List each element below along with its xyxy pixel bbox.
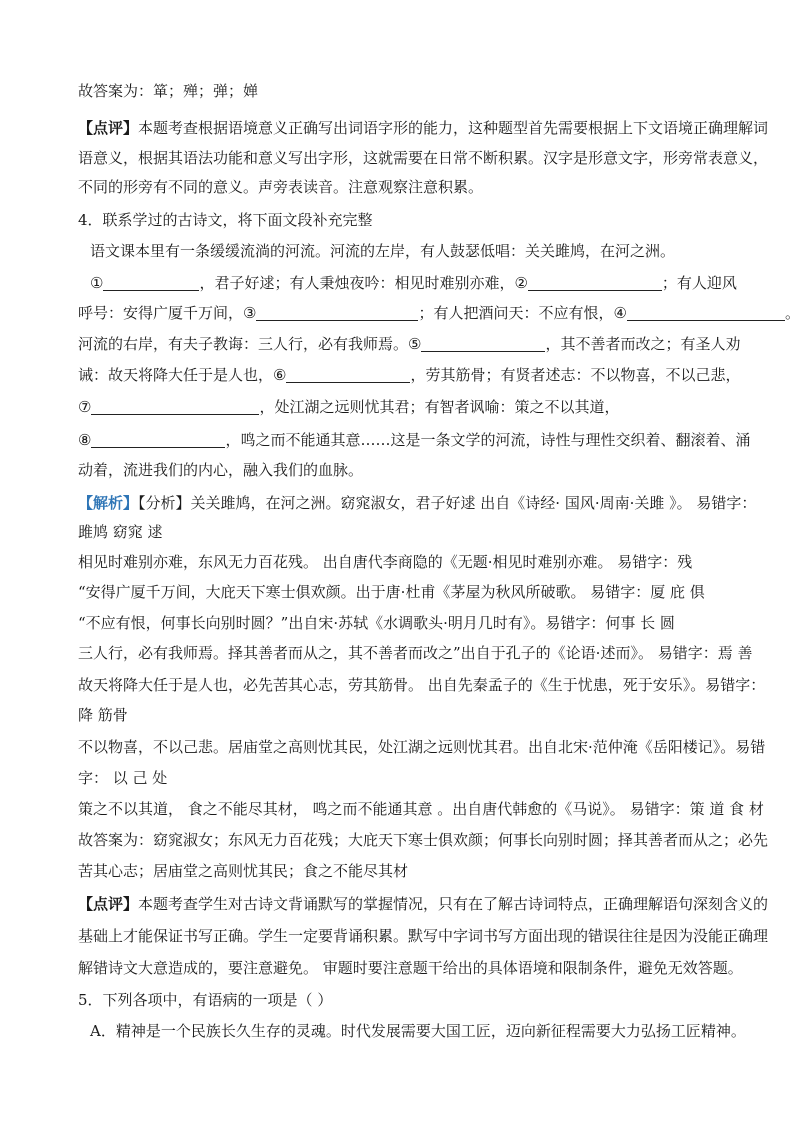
analysis-line-5: “不应有恨，何事长向别时圆？”出自宋·苏轼《水调歌头·明月几时有》。易错字：何事 长 圆 <box>78 614 675 632</box>
comment-q3-line3: 不同的形旁有不同的意义。声旁表读音。注意观察注意积累。 <box>78 178 484 196</box>
question-4-title: 4．联系学过的古诗文，将下面文段补充完整 <box>78 211 373 229</box>
analysis-line-8: 降 筋骨 <box>78 706 128 724</box>
blank-3[interactable] <box>256 304 418 321</box>
comment-q3-line2: 语意义，根据其语法功能和意义写出字形，这就需要在日常不断积累。汉字是形意文字，形旁常表意义， <box>78 149 769 167</box>
comment-q4-line1: 【点评】本题考查学生对古诗文背诵默写的掌握情况，只有在了解古诗词特点，正确理解语句深刻含义的 <box>78 895 769 913</box>
passage-line-4: 河流的右岸，有夫子教诲：三人行，必有我师焉。⑤ ，其不善者而改之；有圣人劝 <box>78 335 741 353</box>
blank-number-8: ⑧ <box>78 431 92 449</box>
passage-line-2: ① ，君子好逑；有人秉烛夜吟：相见时难别亦难，② ；有人迎风 <box>90 274 737 292</box>
blank-8[interactable] <box>91 431 225 448</box>
passage-line-3: 呼号：安得广厦千万间，③ ；有人把酒问天：不应有恨，④ 。 <box>78 304 800 322</box>
answer-line-q3: 故答案为：箪；殚；弹；婵 <box>78 82 259 100</box>
passage-line-8: 动着，流进我们的内心，融入我们的血脉。 <box>78 461 364 479</box>
blank-2[interactable] <box>528 274 662 291</box>
analysis-line-2: 雎鸠 窈窕 逑 <box>78 523 163 541</box>
blank-5[interactable] <box>421 335 545 352</box>
passage-line-6: ⑦ ，处江湖之远则忧其君；有智者讽喻：策之不以其道， <box>78 398 620 416</box>
analysis-line-4: “安得广厦千万间，大庇天下寒士俱欢颜。出于唐·杜甫《茅屋为秋风所破歌。 易错字：厦 庇 俱 <box>78 583 705 601</box>
passage-line-7: ⑧ ，鸣之而不能通其意……这是一条文学的河流，诗性与理性交织着、翻滚着、涌 <box>78 431 751 449</box>
blank-number-4: ④ <box>613 304 627 322</box>
question-5-title: 5．下列各项中，有语病的一项是（ ） <box>78 991 333 1009</box>
blank-number-6: ⑥ <box>273 366 287 384</box>
blank-4[interactable] <box>627 304 785 321</box>
comment-q3-line1: 【点评】本题考查根据语境意义正确写出词语字形的能力，这种题型首先需要根据上下文语境正确理解词 <box>78 119 769 137</box>
analysis-line-10: 字： 以 己 处 <box>78 769 168 787</box>
analysis-line-12: 故答案为：窈窕淑女；东风无力百花残；大庇天下寒士俱欢颜；何事长向别时圆；择其善者而从之；必先 <box>78 831 769 849</box>
analysis-line-6: 三人行，必有我师焉。择其善者而从之，其不善者而改之”出自于孔子的《论语·述而》。 易错字：焉 善 <box>78 644 753 662</box>
comment-tag: 【点评】 <box>78 119 139 137</box>
blank-number-7: ⑦ <box>78 398 92 416</box>
passage-line-5: 诫：故天将降大任于是人也，⑥ ，劳其筋骨；有贤者述志：不以物喜，不以己悲， <box>78 366 741 384</box>
comment-tag: 【点评】 <box>78 895 139 913</box>
analysis-line-7: 故天将降大任于是人也，必先苦其心志，劳其筋骨。 出自先秦孟子的《生于忧患，死于安乐》。易错字： <box>78 676 766 694</box>
blank-number-5: ⑤ <box>408 335 422 353</box>
blank-7[interactable] <box>91 398 259 415</box>
analysis-line-9: 不以物喜，不以己悲。居庙堂之高则忧其民，处江湖之远则忧其君。出自北宋·范仲淹《岳阳楼记》。易错 <box>78 738 766 756</box>
blank-number-1: ① <box>90 274 104 292</box>
analysis-line-11: 策之不以其道， 食之不能尽其材， 鸣之而不能通其意 。出自唐代韩愈的《马说》。 易错字：策 道 食 材 <box>78 800 764 818</box>
question-5-option-a[interactable]: A．精神是一个民族长久生存的灵魂。时代发展需要大国工匠，迈向新征程需要大力弘扬工匠精神。 <box>90 1022 746 1040</box>
analysis-line-13: 苦其心志；居庙堂之高则忧其民；食之不能尽其材 <box>78 862 409 880</box>
comment-q4-line3: 解错诗文大意造成的，要注意避免。 审题时要注意题干给出的具体语境和限制条件，避免无效答题。 <box>78 959 743 977</box>
blank-number-3: ③ <box>243 304 257 322</box>
blank-number-2: ② <box>514 274 528 292</box>
analysis-tag: 【解析】 <box>78 494 139 512</box>
blank-6[interactable] <box>286 366 410 383</box>
passage-line-1: 语文课本里有一条缓缓流淌的河流。河流的左岸，有人鼓瑟低唱：关关雎鸠，在河之洲。 <box>90 242 676 260</box>
analysis-line-3: 相见时难别亦难，东风无力百花残。 出自唐代李商隐的《无题·相见时难别亦难。 易错字：残 <box>78 553 693 571</box>
comment-q4-line2: 基础上才能保证书写正确。学生一定要背诵积累。默写中字词书写方面出现的错误往往是因为没能正确理 <box>78 927 769 945</box>
analysis-line-1: 【解析】【分析】关关雎鸠，在河之洲。窈窕淑女，君子好逑 出自《诗经· 国风·周南·关雎 》。 易错字： <box>78 494 757 512</box>
blank-1[interactable] <box>103 274 199 291</box>
